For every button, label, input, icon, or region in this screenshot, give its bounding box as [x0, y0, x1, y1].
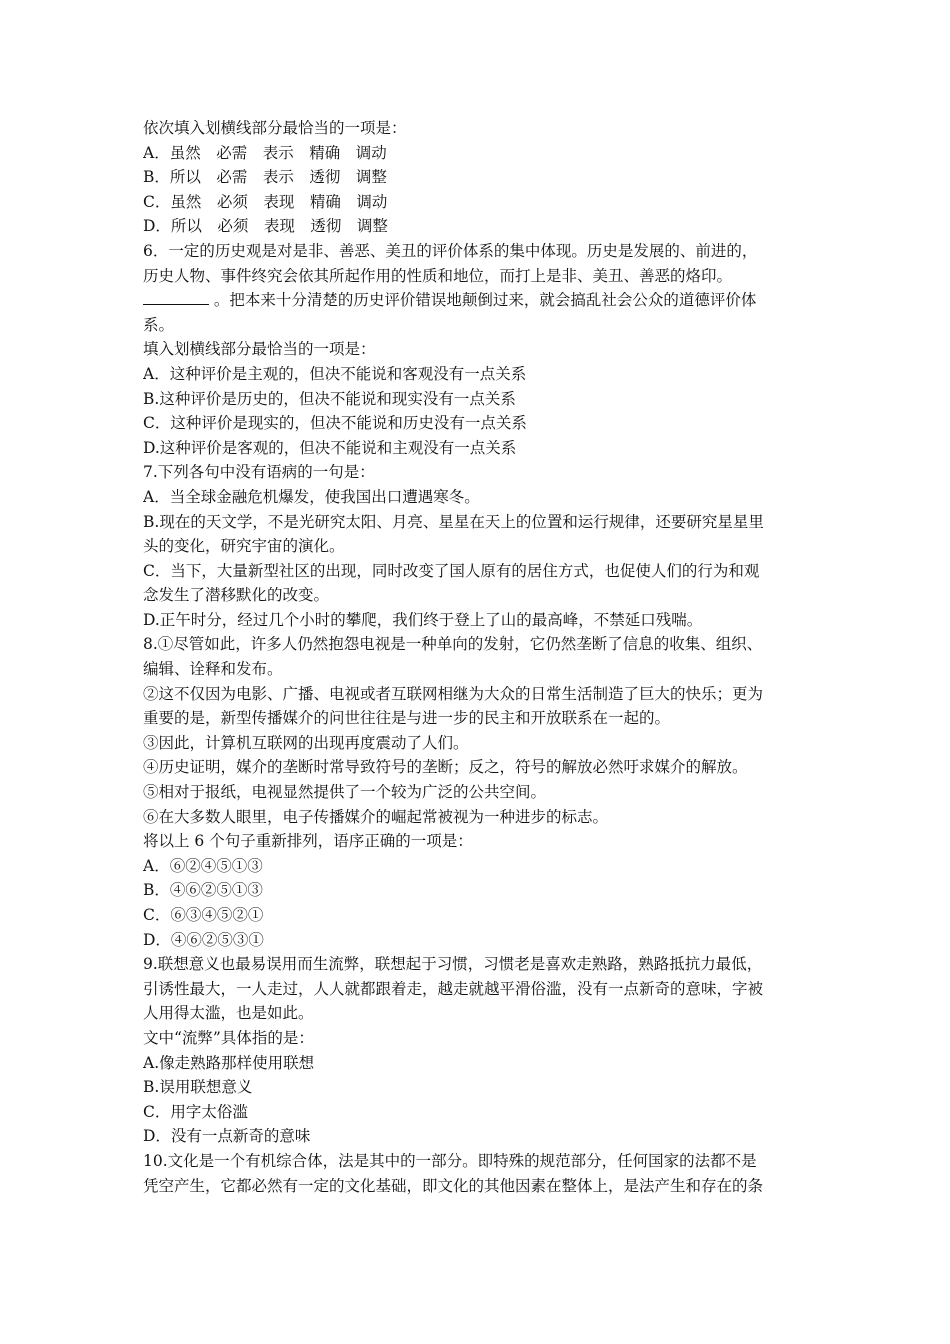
text-line: C．虽然 必须 表现 精确 调动: [143, 192, 388, 211]
text-line: 重要的是，新型传播媒介的问世往往是与进一步的民主和开放联系在一起的。: [143, 709, 671, 728]
text-line: C．用字太俗滥: [143, 1102, 248, 1121]
text-line: A．虽然 必需 表示 精确 调动: [143, 143, 387, 162]
text-line: 编辑、诠释和发布。: [143, 660, 283, 679]
text-line: C．当下，大量新型社区的出现，同时改变了国人原有的居住方式，也促使人们的行为和观: [143, 561, 760, 580]
text-line: ②这不仅因为电影、广播、电视或者互联网相继为大众的日常生活制造了巨大的快乐；更为: [143, 684, 764, 703]
text-line: C．⑥③④⑤②①: [143, 906, 264, 924]
text-line: 8.①尽管如此，许多人仍然抱怨电视是一种单向的发射，它仍然垄断了信息的收集、组织、: [143, 635, 763, 654]
text-line: D．所以 必须 表现 透彻 调整: [143, 217, 388, 236]
exam-text: [143, 116, 815, 1198]
text-line: B.误用联想意义: [143, 1078, 253, 1097]
text-line: B.现在的天文学，不是光研究太阳、月亮、星星在天上的位置和运行规律，还要研究星星里: [143, 512, 764, 531]
text-line: 9.联想意义也最易误用而生流弊，联想起于习惯，习惯老是喜欢走熟路，熟路抵抗力最低，: [143, 955, 763, 974]
text-line: D．④⑥②⑤③①: [143, 930, 264, 949]
text-line: 念发生了潜移默化的改变。: [143, 586, 330, 605]
text-line: C．这种评价是现实的，但决不能说和历史没有一点关系: [143, 414, 527, 433]
text-line: 10.文化是一个有机综合体，法是其中的一部分。即特殊的规范部分，任何国家的法都不是: [143, 1151, 757, 1170]
text-line: A．这种评价是主观的，但决不能说和客观没有一点关系: [143, 364, 527, 383]
text-line: D.正午时分，经过几个小时的攀爬，我们终于登上了山的最高峰，不禁延口残喘。: [143, 610, 703, 629]
text-line: [143, 288, 815, 313]
text-line: 7.下列各句中没有语病的一句是：: [143, 463, 375, 482]
text-line: 头的变化，研究宇宙的演化。: [143, 537, 345, 556]
text-line-rest: 。把本来十分清楚的历史评价错误地颠倒过来，就会搞乱社会公众的道德评价体: [209, 291, 757, 310]
text-line: 依次填入划横线部分最恰当的一项是：: [143, 119, 407, 137]
text-line: 人用得太滥，也是如此。: [143, 1004, 314, 1023]
text-line: B.这种评价是历史的，但决不能说和现实没有一点关系: [143, 389, 516, 408]
text-line: ⑤相对于报纸，电视显然提供了一个较为广泛的公共空间。: [143, 783, 547, 802]
text-line: ③因此，计算机互联网的出现再度震动了人们。: [143, 733, 469, 752]
text-line: 系。: [143, 315, 175, 334]
text-line: 凭空产生，它都必然有一定的文化基础，即文化的其他因素在整体上，是法产生和存在的条: [143, 1176, 764, 1195]
answer-blank-underline: [143, 290, 209, 305]
text-line: 填入划横线部分最恰当的一项是：: [143, 340, 376, 359]
text-line: ④历史证明，媒介的垄断时常导致符号的垄断；反之，符号的解放必然吁求媒介的解放。: [143, 758, 748, 777]
text-line: A．当全球金融危机爆发，使我国出口遭遇寒冬。: [143, 487, 480, 506]
text-line: A.像走熟路那样使用联想: [143, 1053, 315, 1072]
text-line: A．⑥②④⑤①③: [143, 856, 263, 875]
text-line: 文中“流弊”具体指的是：: [143, 1028, 314, 1047]
text-line: 6．一定的历史观是对是非、善恶、美丑的评价体系的集中体现。历史是发展的、前进的，: [143, 241, 758, 260]
text-line: 将以上 6 个句子重新排列，语序正确的一项是：: [143, 832, 473, 851]
text-line: ⑥在大多数人眼里，电子传播媒介的崛起常被视为一种进步的标志。: [143, 807, 609, 826]
text-line: B．所以 必需 表示 透彻 调整: [143, 168, 387, 187]
text-line: D．没有一点新奇的意味: [143, 1127, 311, 1146]
text-line: 引诱性最大，一人走过，人人就都跟着走，越走就越平滑俗滥，没有一点新奇的意味，字被: [143, 979, 764, 998]
text-line: D.这种评价是客观的，但决不能说和主观没有一点关系: [143, 438, 517, 457]
text-line: 历史人物、事件终究会依其所起作用的性质和地位，而打上是非、美丑、善恶的烙印。: [143, 266, 733, 285]
text-line: B．④⑥②⑤①③: [143, 881, 263, 900]
